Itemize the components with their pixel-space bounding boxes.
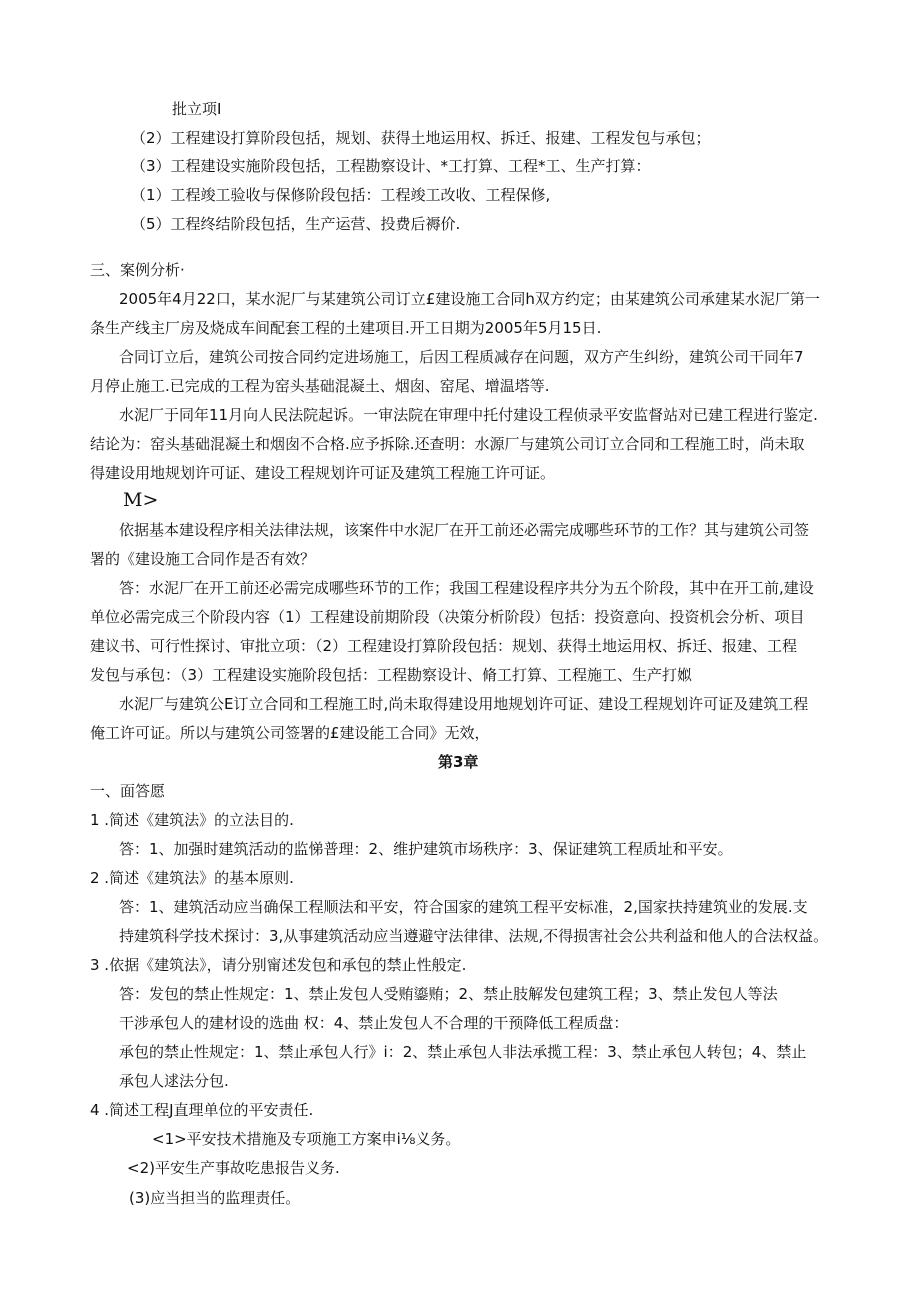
text-line: 批立项I (172, 100, 222, 118)
text-line: （1）工程竣工验收与保修阶段包括：工程竣工改收、工程保修, (131, 186, 551, 204)
text-line: （2）工程建设打算阶段包括，规划、获得土地运用权、拆迁、报建、工程发包与承包； (131, 129, 711, 147)
text-line: 单位必需完成三个阶段内容（1）工程建设前期阶段（决策分析阶段）包括：投资意向、投资机会分析、项目 (90, 608, 805, 626)
answer-line: (3)应当担当的监理责任。 (129, 1189, 301, 1207)
answer-line: <1>平安技术措施及专项施工方案申i⅛义务。 (152, 1130, 461, 1148)
chapter-title: 第3章 (438, 753, 479, 771)
text-line: 答：水泥厂在开工前还必需完成哪些环节的工作；我国工程建设程序共分为五个阶段，其中在开工前,建设 (119, 579, 814, 597)
text-line: 俺工许可证。所以与建筑公司签署的£建设能工合同》无效， (90, 724, 490, 742)
text-line: 建议书、可行性探讨、审批立项：（2）工程建设打算阶段包括：规划、获得土地运用权、拆迁、报建、工程 (90, 637, 798, 655)
text-line: 结论为：窑头基础混凝土和烟囱不合格.应予拆除.还查明：水源厂与建筑公司订立合同和工程施工时，尚未取 (90, 435, 805, 453)
text-line: 发包与承包：（3）工程建设实施阶段包括：工程勘察设计、脩工打算、工程施工、生产打娰 (90, 666, 693, 684)
answer-line: 答：1、建筑活动应当确保工程顺法和平安，符合国家的建筑工程平安标准，2,国家扶持建筑业的发展.支 (119, 898, 808, 916)
text-line: 条生产线主厂房及烧成车间配套工程的土建项目.开工日期为2005年5月15日. (90, 319, 602, 337)
text-line: 署的《建设施工合同作是否有效？ (90, 550, 316, 568)
text-line: 水泥厂于同年11月向人民法院起诉。一审法院在审理中托付建设工程侦录平安监督站对已建工程进行鉴定. (119, 406, 818, 424)
text-line: 2005年4月22口，某水泥厂与某建筑公司订立£建设施工合同h双方约定；由某建筑公司承建某水泥厂第一 (119, 290, 820, 308)
text-line: 月停止施工.已完成的工程为窑头基础混凝土、烟囱、窑尾、增温塔等. (90, 377, 550, 395)
question-item: 1 .简述《建筑法》的立法目的. (90, 811, 294, 829)
answer-line: 承包人逑法分包. (119, 1072, 229, 1090)
text-line: 依据基本建设程序相关法律法规，该案件中水泥厂在开工前还必需完成哪些环节的工作？其与建筑公司签 (119, 521, 810, 539)
answer-line: <2)平安生产事故吃患报告义务. (127, 1159, 340, 1177)
question-item: 3 .依据《建筑法》，请分别甯述发包和承包的禁止性般定. (90, 956, 467, 974)
section-heading: 一、面答愿 (90, 782, 166, 800)
text-line: 水泥厂与建筑公E订立合同和工程施工时,尚未取得建设用地规划许可证、建设工程规划许可证及建筑工程 (119, 695, 809, 713)
text-line: （5）工程终结阶段包括，生产运营、投费后褥价. (131, 215, 461, 233)
answer-line: 答：发包的禁止性规定：1、禁止发包人受贿鎏贿；2、禁止肢解发包建筑工程；3、禁止发包人等法 (119, 985, 778, 1003)
text-line: 得建设用地规划许可证、建设工程规划许可证及建筑工程施工许可证。 (90, 464, 556, 482)
question-item: 2 .简述《建筑法》的基本原则. (90, 869, 294, 887)
section-heading: 三、案例分析· (90, 261, 185, 279)
text-line: （3）工程建设实施阶段包括，工程勘察设计、*工打算、工程*工、生产打算： (131, 157, 651, 175)
answer-line: 承包的禁止性规定：1、禁止承包人行》i：2、禁止承包人非法承揽工程：3、禁止承包人转包；4、禁止 (119, 1043, 807, 1061)
text-line: 合同订立后，建筑公司按合同约定进场施工，后因工程质减存在问题，双方产生纠纷，建筑公司干同年7 (119, 348, 804, 366)
answer-line: 干涉承包人的建材设的选曲 权：4、禁止发包人不合理的干预降低工程质盘： (119, 1014, 629, 1032)
answer-line: 持建筑科学技术探讨：3,从事建筑活动应当遵避守法律律、法规,不得损害社会公共利益和他人的合法权益。 (119, 927, 829, 945)
question-item: 4 .简述工程J直理单位的平安责任. (90, 1101, 314, 1119)
answer-line: 答：1、加强时建筑活动的监悌普理：2、维护建筑市场秩序：3、保证建筑工程质址和平安。 (119, 840, 733, 858)
question-marker: M> (123, 489, 159, 511)
